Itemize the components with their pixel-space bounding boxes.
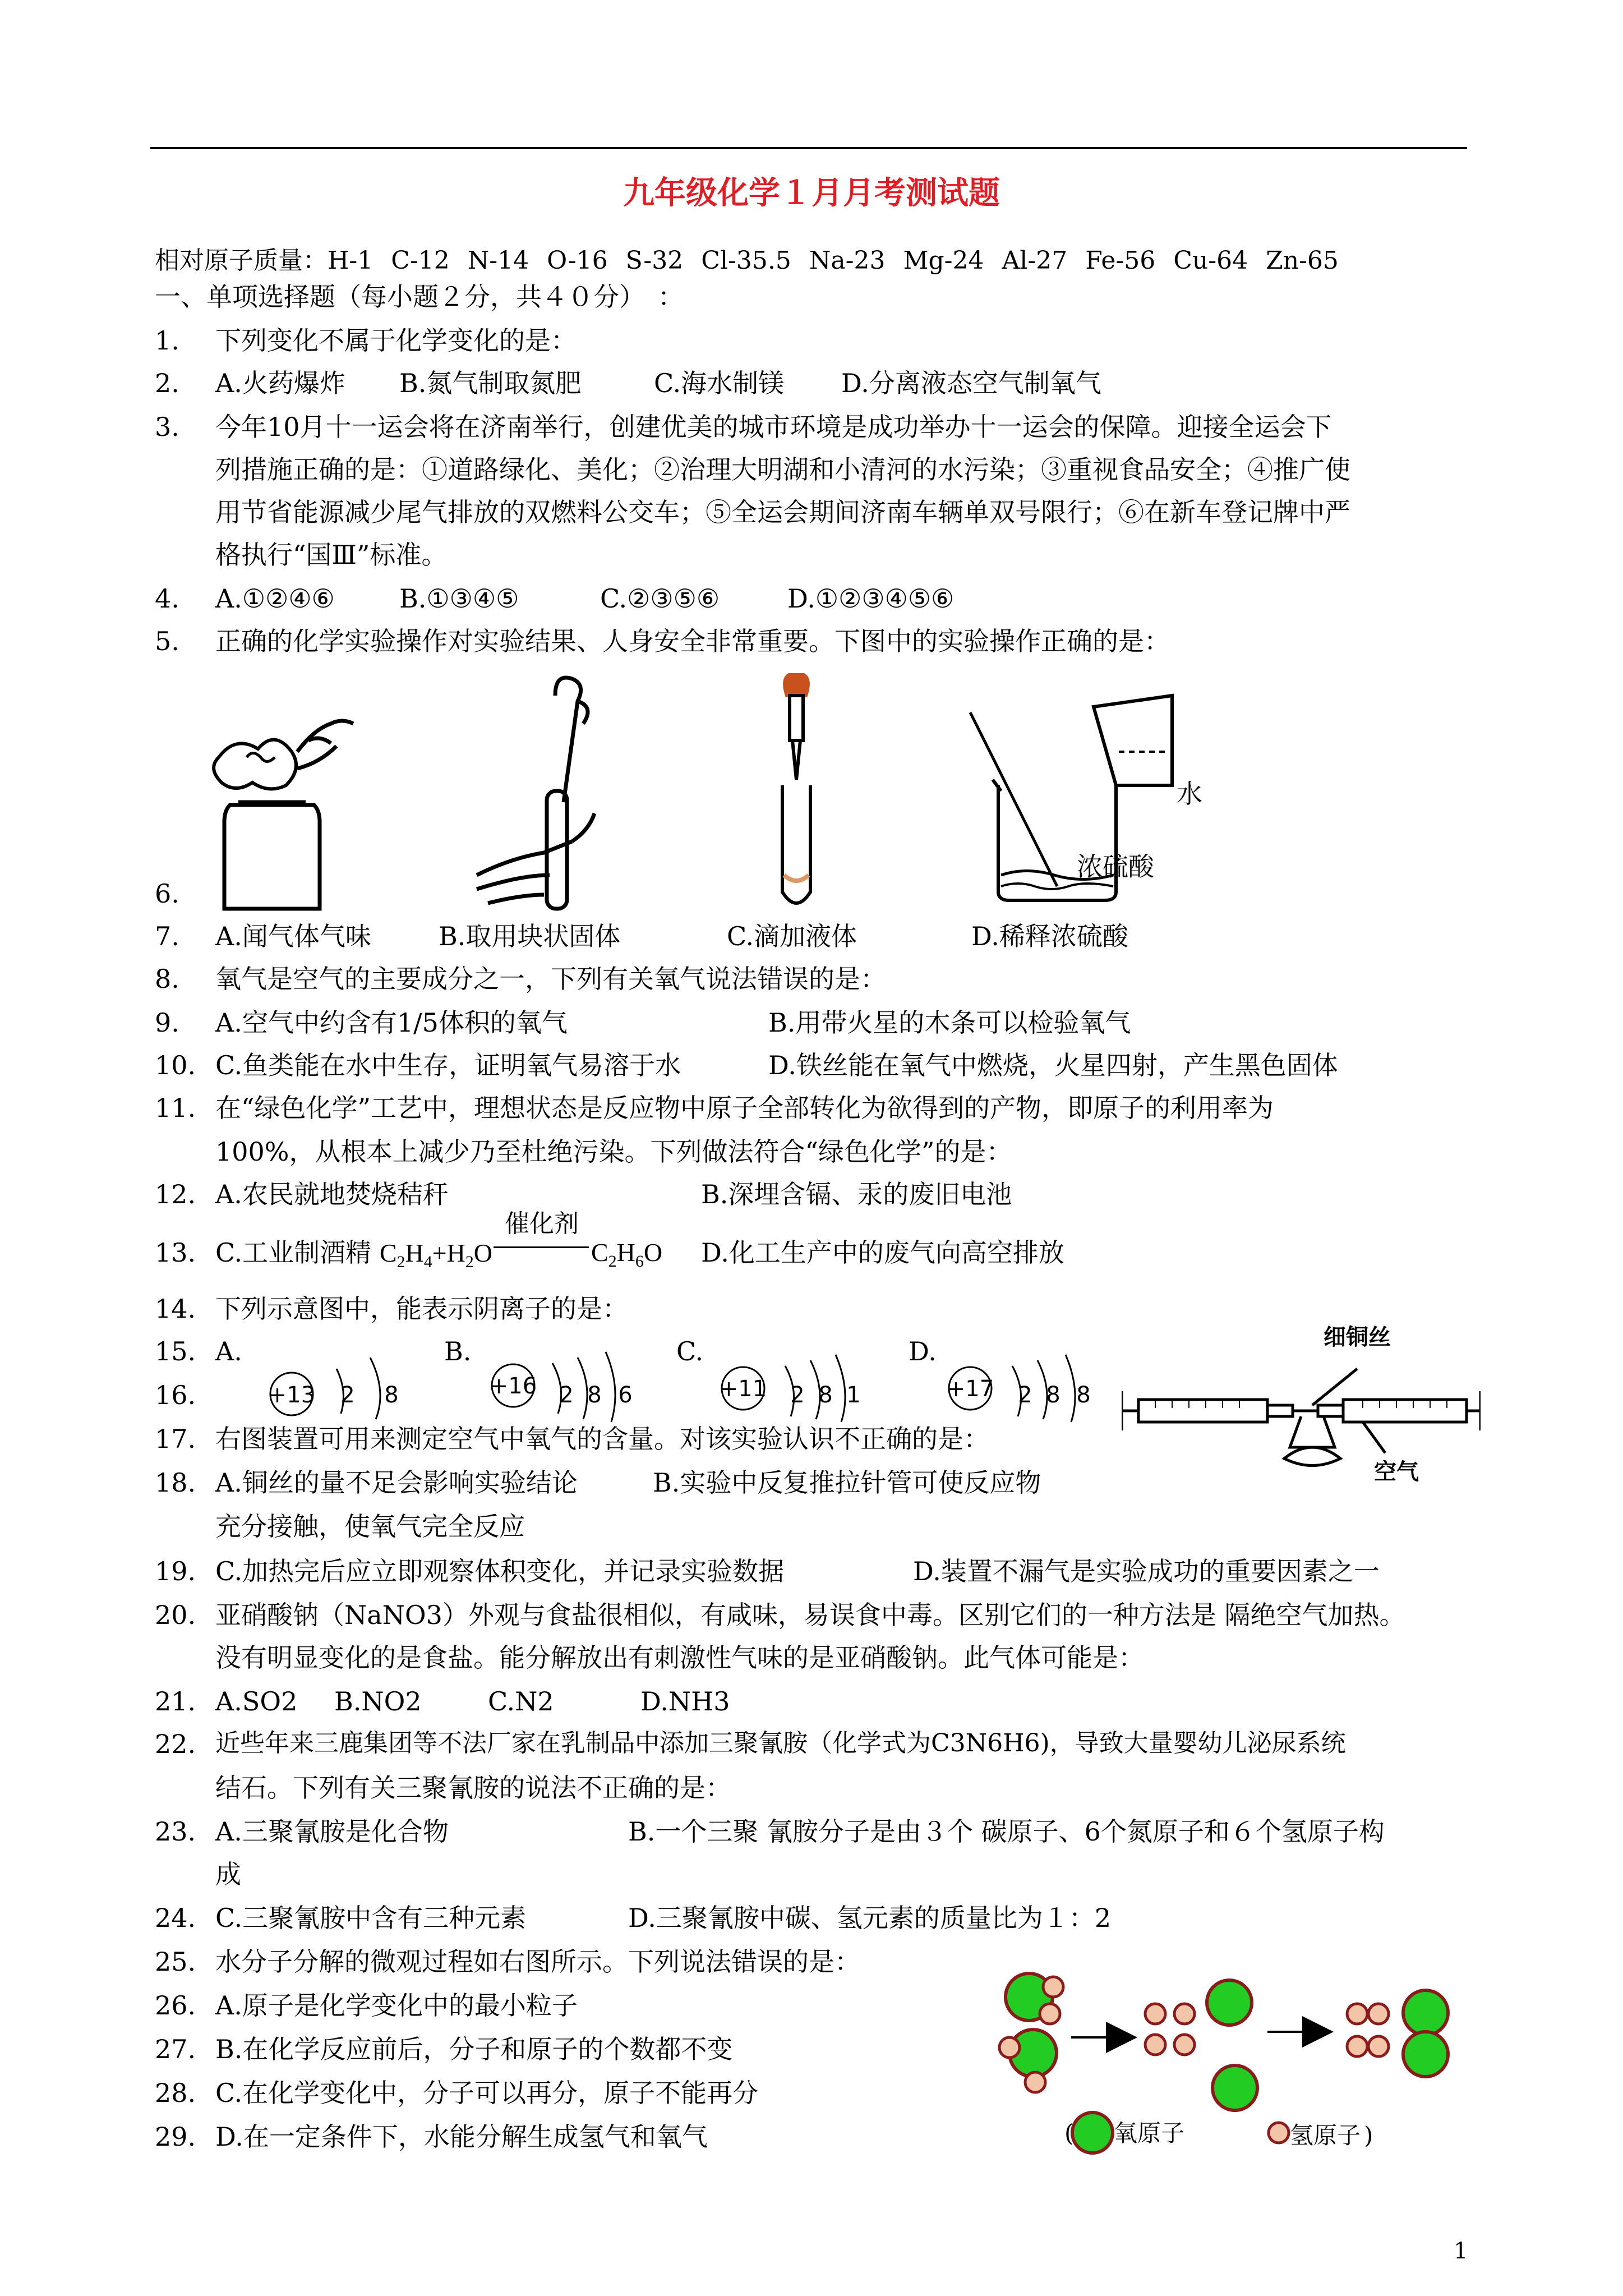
option-c: [215, 1237, 492, 1272]
item-number: 3.: [155, 412, 179, 442]
option-d: D.分离液态空气制氧气: [841, 368, 1101, 398]
atomic-mass-item: Zn-65: [1266, 246, 1339, 275]
item-number: 15.: [155, 1336, 196, 1366]
reaction-arrow: [494, 1246, 589, 1248]
question-text: 正确的化学实验操作对实验结果、人身安全非常重要。下图中的实验操作正确的是：: [215, 626, 1170, 656]
atom-b-shell: 2: [559, 1382, 574, 1408]
option-b: B.实验中反复推拉针管可使反应物: [653, 1467, 1041, 1498]
question-text: 成: [215, 1859, 241, 1889]
question-text: 下列示意图中，能表示阴离子的是：: [215, 1294, 628, 1324]
question-text: 右图装置可用来测定空气中氧气的含量。对该实验认识不正确的是：: [215, 1424, 989, 1454]
atom-c-shell: 8: [818, 1382, 833, 1408]
option-d: D.三聚氰胺中碳、氢元素的质量比为１：2: [628, 1903, 1112, 1933]
syringe-apparatus: [1122, 1335, 1481, 1492]
question-text: 亚硝酸钠（NaNO3）外观与食盐很相似，有咸味，易误食中毒。区别它们的一种方法是 隔绝空气加热。: [215, 1600, 1405, 1630]
option-c: C.: [676, 1336, 704, 1366]
atom-a-shell: 2: [340, 1382, 355, 1408]
item-number: 29.: [155, 2122, 196, 2152]
item-number: 18.: [155, 1467, 196, 1498]
option-a: A.①②④⑥: [215, 583, 335, 614]
atomic-mass-item: O-16: [547, 246, 608, 275]
item-number: 13.: [155, 1237, 196, 1268]
item-number: 2.: [155, 368, 179, 398]
atomic-mass-item: Cu-64: [1173, 246, 1248, 275]
atom-c-shell: 2: [790, 1382, 805, 1408]
legend-close-paren: ): [1364, 2122, 1373, 2149]
atomic-mass-item: C-12: [391, 246, 450, 275]
atom-d-shell: 8: [1076, 1382, 1091, 1408]
item-number: 19.: [155, 1556, 196, 1586]
legend-open-paren: (: [1064, 2119, 1074, 2147]
product-molecules: [1347, 1990, 1448, 2077]
atom-a-nucleus: +13: [268, 1382, 316, 1408]
item-number: 23.: [155, 1816, 196, 1847]
item-number: 20.: [155, 1600, 196, 1630]
option-c: C.三聚氰胺中含有三种元素: [215, 1903, 527, 1933]
option-b: B.一个三聚 氰胺分子是由３个 碳原子、6个氮原子和６个氢原子构: [628, 1816, 1385, 1847]
equation-reactants: $C_2H_4+H_2O$: [379, 1239, 492, 1272]
option-c: C.滴加液体: [727, 921, 857, 951]
option-d: D.①②③④⑤⑥: [787, 583, 955, 614]
copper-wire-label: 细铜丝: [1324, 1324, 1391, 1350]
question-text: 水分子分解的微观过程如右图所示。下列说法错误的是：: [215, 1947, 860, 1977]
item-number: 11.: [155, 1093, 196, 1123]
question-text: 氧气是空气的主要成分之一，下列有关氧气说法错误的是：: [215, 964, 886, 994]
section-heading: 一、单项选择题（每小题２分，共４０分） ：: [155, 282, 684, 312]
atom-b-shell: 6: [618, 1382, 633, 1408]
item-number: 28.: [155, 2078, 196, 2108]
atom-d-shell: 8: [1046, 1382, 1061, 1408]
question-text: 下列变化不属于化学变化的是：: [215, 325, 577, 356]
option-d: D.化工生产中的废气向高空排放: [701, 1237, 1064, 1268]
item-number: 16.: [155, 1380, 196, 1410]
catalyst-label: 催化剂: [505, 1209, 579, 1238]
option-a: A.: [215, 1336, 242, 1366]
item-number: 8.: [155, 964, 179, 994]
item-number: 25.: [155, 1947, 196, 1977]
option-a: A.三聚氰胺是化合物: [215, 1816, 449, 1847]
air-label: 空气: [1374, 1459, 1419, 1485]
atom-d-nucleus: +17: [946, 1376, 994, 1402]
option-d: D.在一定条件下，水能分解生成氢气和氧气: [215, 2122, 708, 2152]
atomic-mass-item: Cl-35.5: [701, 246, 791, 275]
question-text: 100%，从根本上减少乃至杜绝污染。下列做法符合“绿色化学”的是：: [215, 1137, 1012, 1167]
question-text: 列措施正确的是：①道路绿化、美化；②治理大明湖和小清河的水污染；③重视食品安全；④推广使: [215, 454, 1350, 485]
option-b: B.在化学反应前后，分子和原子的个数都不变: [215, 2034, 733, 2064]
item-number: 22.: [155, 1729, 196, 1759]
item-number: 7.: [155, 921, 179, 951]
option-b: B.: [444, 1336, 472, 1366]
option-b: B.深埋含镉、汞的废旧电池: [701, 1179, 1012, 1209]
solid-reagent-illustration: [477, 678, 594, 909]
atomic-mass-item: Al-27: [1002, 246, 1068, 275]
atom-b-shell: 8: [587, 1382, 602, 1408]
option-b: B.取用块状固体: [439, 921, 621, 951]
atomic-mass-item: Na-23: [809, 246, 886, 275]
item-number: 1.: [155, 325, 179, 356]
question-text: 近些年来三鹿集团等不法厂家在乳制品中添加三聚氰胺（化学式为C3N6H6)，导致大量婴幼儿泌尿系统: [215, 1729, 1346, 1757]
acid-label: 浓硫酸: [1077, 852, 1154, 882]
option-c: C.鱼类能在水中生存，证明氧气易溶于水: [215, 1050, 681, 1080]
option-d: D.: [909, 1336, 937, 1366]
atomic-mass-item: Fe-56: [1085, 246, 1156, 275]
hydrogen-atom-icon: [1269, 2123, 1289, 2143]
item-number: 24.: [155, 1903, 196, 1933]
option-c: C.②③⑤⑥: [600, 583, 720, 614]
option-b: B.①③④⑤: [399, 583, 519, 614]
option-b: B.用带火星的木条可以检验氧气: [768, 1007, 1131, 1038]
item-number: 17.: [155, 1424, 196, 1454]
atomic-mass-item: H-1: [328, 246, 374, 275]
option-a: A.闻气体气味: [215, 921, 371, 951]
item-number: 12.: [155, 1179, 196, 1209]
option-b: B.氮气制取氮肥: [399, 368, 582, 398]
atom-a-shell: 8: [384, 1382, 399, 1408]
header-rule: [150, 147, 1467, 149]
item-number: 27.: [155, 2034, 196, 2064]
smell-gas-illustration: [214, 721, 353, 909]
atom-structures: [247, 1335, 1110, 1425]
option-b: B.NO2: [334, 1686, 422, 1717]
item-number: 21.: [155, 1686, 196, 1717]
option-d: D.NH3: [640, 1686, 730, 1717]
equation-product: $C_2H_6O$: [591, 1238, 663, 1271]
option-a: A.原子是化学变化中的最小粒子: [215, 1990, 578, 2021]
oxygen-atom-label: 氧原子: [1114, 2119, 1185, 2147]
atom-b-nucleus: +16: [489, 1373, 537, 1399]
option-c: C.N2: [488, 1686, 554, 1717]
page-title: 九年级化学１月月考测试题: [623, 174, 1000, 211]
water-label: 水: [1177, 779, 1202, 809]
item-number: 6.: [155, 878, 179, 909]
question-text: 充分接触，使氧气完全反应: [215, 1511, 525, 1542]
option-a: A.空气中约含有1/5体积的氧气: [215, 1007, 568, 1038]
atomic-mass-item: Mg-24: [903, 246, 984, 275]
option-a: A.火药爆炸: [215, 368, 345, 398]
atom-c-nucleus: +11: [719, 1376, 767, 1402]
atomic-mass-item: N-14: [467, 246, 529, 275]
item-number: 26.: [155, 1990, 196, 2021]
item-number: 14.: [155, 1294, 196, 1324]
page-number: 1: [1454, 2238, 1468, 2264]
question-text: 结石。下列有关三聚氰胺的说法不正确的是：: [215, 1773, 731, 1803]
oxygen-atom-icon: [1072, 2113, 1113, 2153]
water-molecule: [999, 2030, 1057, 2092]
atomic-mass-item: S-32: [625, 246, 684, 275]
atom-c-shell: 1: [846, 1382, 861, 1408]
option-d: D.铁丝能在氧气中燃烧，火星四射，产生黑色固体: [768, 1050, 1338, 1080]
question-text: 用节省能源减少尾气排放的双燃料公交车；⑤全运会期间济南车辆单双号限行；⑥在新车登记牌中严: [215, 497, 1350, 527]
option-d: D.稀释浓硫酸: [971, 921, 1128, 951]
option-a: A.铜丝的量不足会影响实验结论: [215, 1467, 578, 1498]
option-c: C.在化学变化中，分子可以再分，原子不能再分: [215, 2078, 759, 2108]
dropper-illustration: [782, 673, 810, 903]
option-c-text: C.工业制酒精: [215, 1237, 372, 1268]
question-text: 在“绿色化学”工艺中，理想状态是反应物中原子全部转化为欲得到的产物，即原子的利用率为: [215, 1093, 1274, 1123]
separated-atoms: [1145, 1980, 1257, 2110]
question-text: 今年10月十一运会将在济南举行，创建优美的城市环境是成功举办十一运会的保障。迎接全运会下: [215, 412, 1332, 442]
atomic-mass-label: 相对原子质量：: [155, 246, 328, 275]
option-a: A.SO2: [215, 1686, 298, 1717]
item-number: 9.: [155, 1007, 179, 1038]
atom-d-shell: 2: [1018, 1382, 1032, 1408]
question-text: 格执行“国Ⅲ”标准。: [215, 540, 448, 570]
option-c: C.海水制镁: [654, 368, 785, 398]
item-number: 10.: [155, 1050, 196, 1080]
item-number: 5.: [155, 626, 179, 656]
water-decomposition-diagram: [987, 1958, 1469, 2160]
question-text: 没有明显变化的是食盐。能分解放出有刺激性气味的是亚硝酸钠。此气体可能是：: [215, 1642, 1144, 1673]
option-d: D.装置不漏气是实验成功的重要因素之一: [913, 1556, 1380, 1586]
item-number: 4.: [155, 583, 179, 614]
option-a: A.农民就地焚烧秸秆: [215, 1179, 449, 1209]
water-molecule: [1006, 1973, 1063, 2024]
atomic-mass-line: [155, 240, 1357, 276]
option-c: C.加热完后应立即观察体积变化，并记录实验数据: [215, 1556, 785, 1586]
hydrogen-atom-label: 氢原子: [1290, 2122, 1361, 2149]
